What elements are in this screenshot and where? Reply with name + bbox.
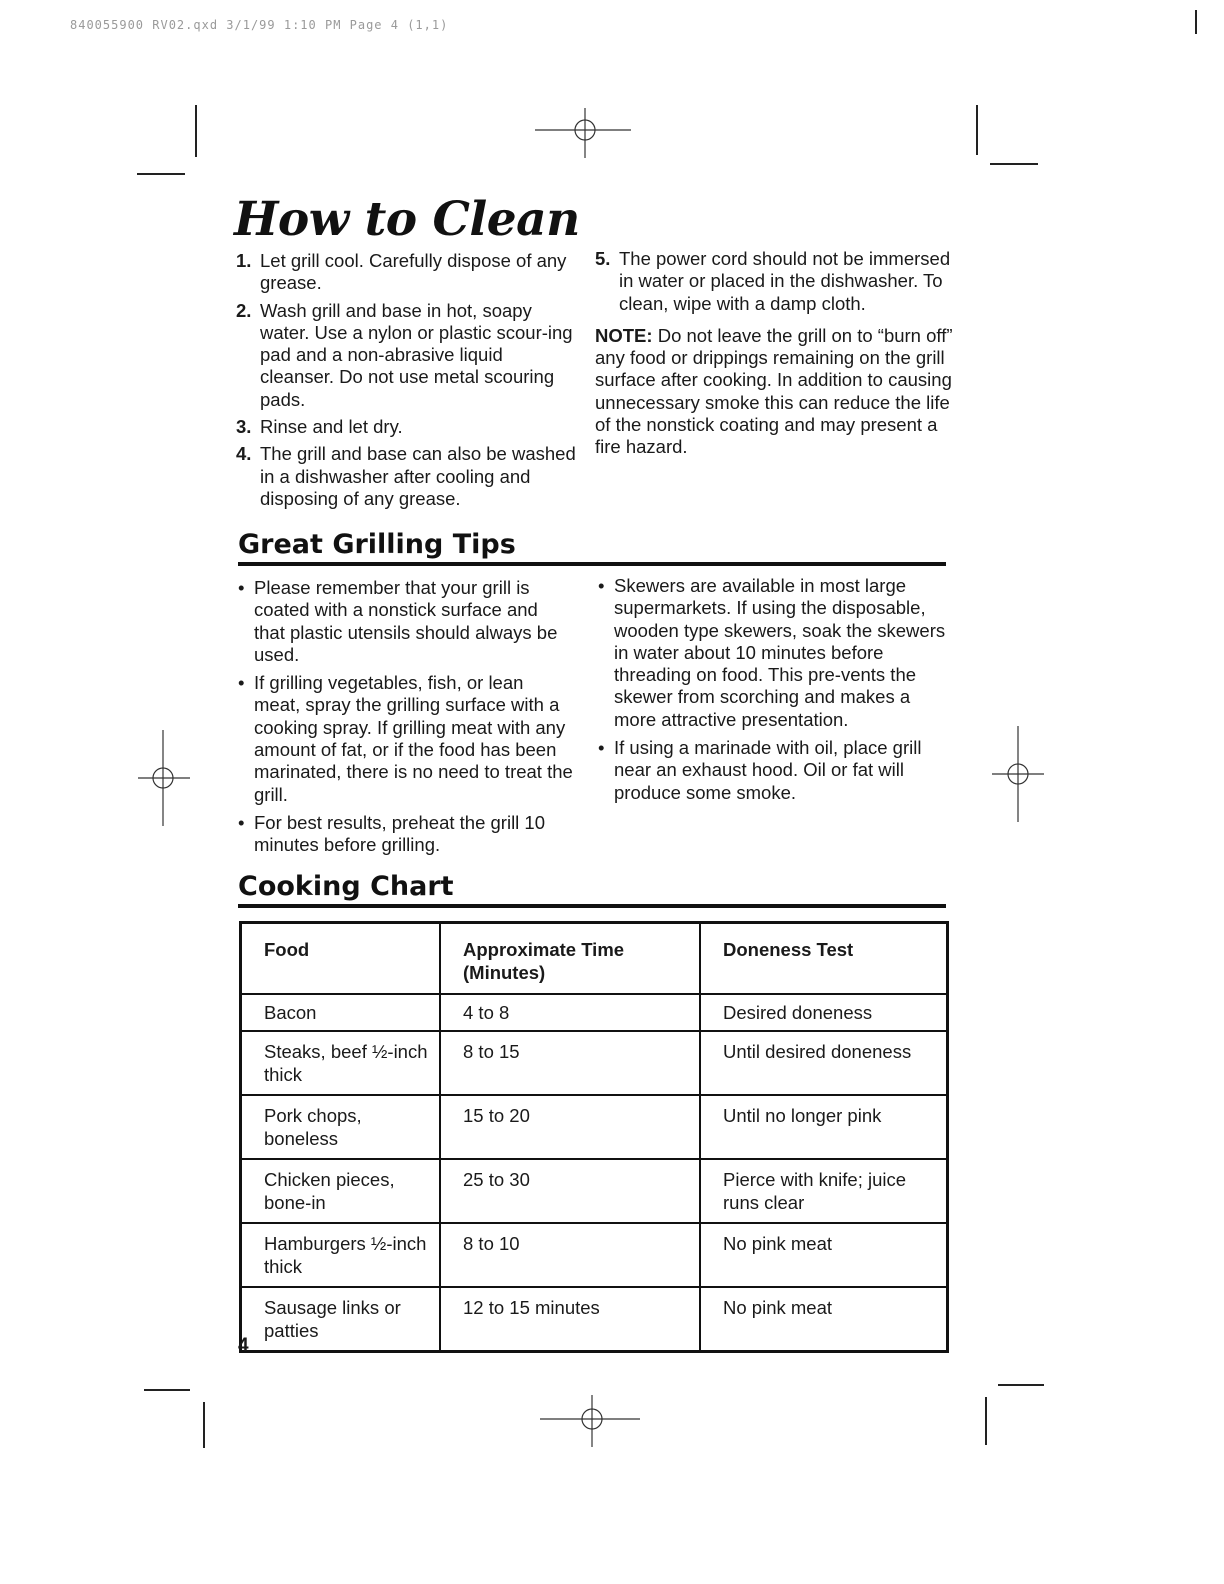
table-cell: No pink meat [700,1223,948,1287]
note-label: NOTE: [595,324,653,346]
tips-left [238,577,573,863]
table-cell: Steaks, beef ½-inch thick [241,1031,441,1095]
page-title: How to Clean [234,192,580,247]
table-cell: Until desired doneness [700,1031,948,1095]
column-header-doneness: Doneness Test [700,923,948,995]
crop-mark [998,1384,1044,1386]
table-cell: No pink meat [700,1287,948,1352]
table-cell: 8 to 10 [440,1223,700,1287]
table-row [241,1159,948,1223]
crop-mark [137,173,185,175]
table-cell: Chicken pieces, bone-in [241,1159,441,1223]
section-rule [238,562,946,566]
registration-mark-icon [540,1395,640,1447]
table-row [241,1031,948,1095]
section-title-cooking-chart: Cooking Chart [238,871,454,902]
table-cell: 12 to 15 minutes [440,1287,700,1352]
table-cell: Pierce with knife; juice runs clear [700,1159,948,1223]
list-item: • For best results, preheat the grill 10 minutes before grilling. [238,811,546,856]
table-cell: Until no longer pink [700,1095,948,1159]
table-cell: 8 to 15 [440,1031,700,1095]
table-cell: Sausage links or patties [241,1287,441,1352]
clean-steps-right [595,248,955,459]
note-text: Do not leave the grill on to “burn off” any food or drippings remaining on the grill surface after cooking. In addition to causing unnecessary smoke this can reduce the life of the nonstick coating and may present a fire hazard. [595,324,953,458]
table-cell: Hamburgers ½-inch thick [241,1223,441,1287]
crop-mark [203,1402,205,1448]
list-item: 5. The power cord should not be immersed in water or placed in the dishwasher. To clean, wipe with a damp cloth. [595,248,951,314]
list-item: • If using a marinade with oil, place grill near an exhaust hood. Oil or fat will produce some smoke. [598,737,922,803]
table-cell: Desired doneness [700,994,948,1031]
table-cell: Pork chops, boneless [241,1095,441,1159]
crop-mark [144,1389,190,1391]
table-cell: 25 to 30 [440,1159,700,1223]
table-header-row [241,923,948,995]
list-item: 4. The grill and base can also be washed in a dishwasher after cooling and disposing of any grease. [236,443,576,509]
section-rule [238,904,946,908]
list-item: 3. Rinse and let dry. [236,416,403,438]
page-number: 4 [238,1335,249,1356]
table-cell: Bacon [241,994,441,1031]
column-header-food: Food [241,923,441,995]
list-item: 1. Let grill cool. Carefully dispose of any grease. [236,250,567,294]
list-item: • Please remember that your grill is coated with a nonstick surface and that plastic utensils should always be used. [238,577,558,665]
tips-right [598,575,953,810]
registration-mark-icon [535,108,631,158]
column-header-time: Approximate Time (Minutes) [440,923,700,995]
list-item: • Skewers are available in most large supermarkets. If using the disposable, wooden type skewers, soak the skewers in water about 10 minutes before threading on food. This pre-vents the skewer from scorching and makes a more attractive presentation. [598,575,946,730]
table-row [241,1095,948,1159]
table-row [241,994,948,1031]
crop-mark [985,1397,987,1445]
crop-mark [1195,10,1197,34]
crop-mark [976,105,978,155]
cooking-chart-table [239,921,949,1353]
list-item: • If grilling vegetables, fish, or lean meat, spray the grilling surface with a cooking spray. If grilling meat with any amount of fat, or if the food has been marinated, there is no need to treat the grill. [238,672,573,805]
table-row [241,1287,948,1352]
crop-mark [195,105,197,157]
list-item: 2. Wash grill and base in hot, soapy water. Use a nylon or plastic scour-ing pad and a non-abrasive liquid cleanser. Do not use metal scouring pads. [236,299,573,410]
table-cell: 4 to 8 [440,994,700,1031]
print-slug: 840055900 RV02.qxd 3/1/99 1:10 PM Page 4 (1,1) [70,18,449,32]
section-title-grilling-tips: Great Grilling Tips [238,529,516,560]
table-row [241,1223,948,1287]
clean-steps-left [236,250,581,515]
table-cell: 15 to 20 [440,1095,700,1159]
registration-mark-icon [138,730,190,826]
crop-mark [990,163,1038,165]
note-paragraph [595,325,955,459]
registration-mark-icon [992,726,1044,822]
